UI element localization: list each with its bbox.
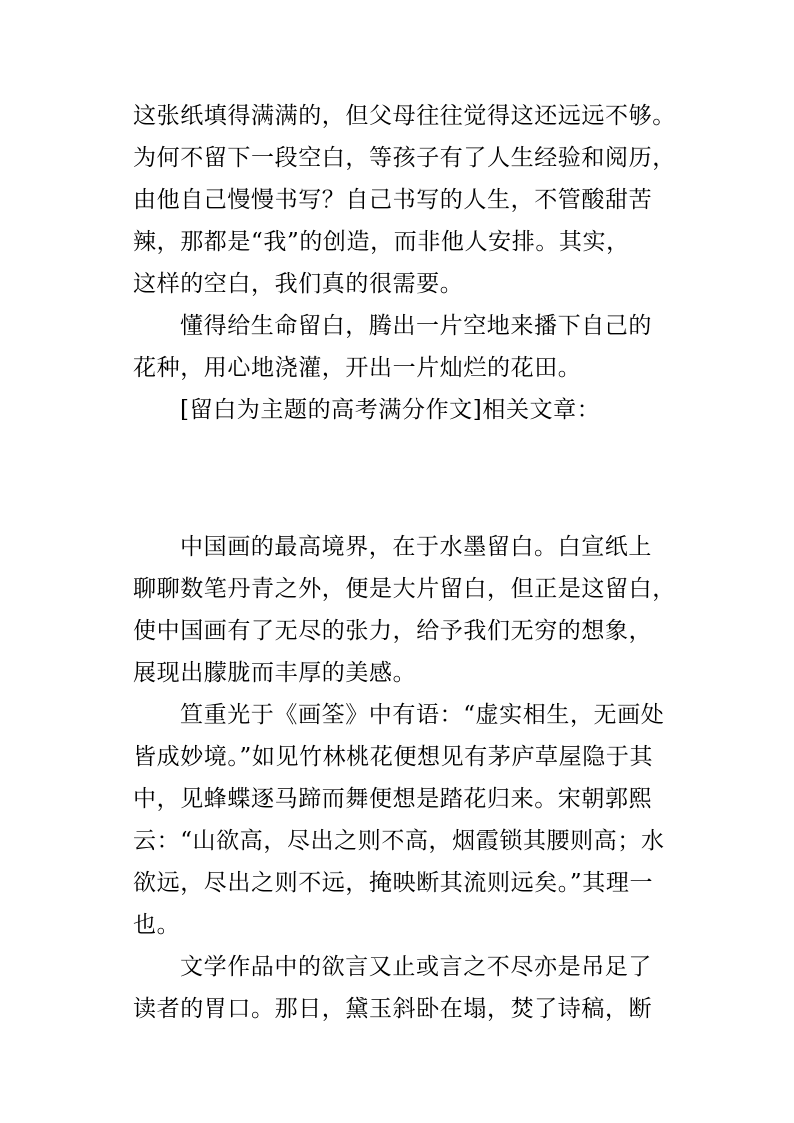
text-line: 皆成妙境。”如见竹林桃花便想见有茅庐草屋隐于其 <box>133 744 654 770</box>
text-line: 中，见蜂蝶逐马蹄而舞便想是踏花归来。宋朝郭熙 <box>133 786 653 812</box>
text-line: 也。 <box>133 912 181 938</box>
paragraph-start-line: 文学作品中的欲言又止或言之不尽亦是吊足了 <box>180 954 652 980</box>
text-line: 这样的空白，我们真的很需要。 <box>133 271 464 297</box>
related-articles-heading: [留白为主题的高考满分作文]相关文章： <box>180 397 601 423</box>
text-line: 辣，那都是“我”的创造，而非他人安排。其实， <box>133 229 630 255</box>
text-line: 聊聊数笔丹青之外，便是大片留白，但正是这留白， <box>133 576 676 602</box>
paragraph-start-line: 中国画的最高境界，在于水墨留白。白宣纸上 <box>180 534 652 560</box>
text-line: 云：“山欲高，尽出之则不高，烟霞锁其腰则高；水 <box>133 828 665 854</box>
text-line: 花种，用心地浇灌，开出一片灿烂的花田。 <box>133 355 582 381</box>
text-line: 读者的胃口。那日，黛玉斜卧在塌，焚了诗稿，断 <box>133 996 653 1022</box>
text-line: 欲远，尽出之则不远，掩映断其流则远矣。”其理一 <box>133 870 654 896</box>
paragraph-start-line: 笪重光于《画筌》中有语：“虚实相生，无画处 <box>180 702 665 728</box>
text-line: 这张纸填得满满的，但父母往往觉得这还远远不够。 <box>133 103 676 129</box>
text-line: 由他自己慢慢书写？自己书写的人生，不管酸甜苦 <box>133 187 653 213</box>
text-line: 展现出朦胧而丰厚的美感。 <box>133 660 417 686</box>
text-line: 使中国画有了无尽的张力，给予我们无穷的想象， <box>133 618 653 644</box>
text-line: 为何不留下一段空白，等孩子有了人生经验和阅历， <box>133 145 676 171</box>
paragraph-start-line: 懂得给生命留白，腾出一片空地来播下自己的 <box>180 313 652 339</box>
